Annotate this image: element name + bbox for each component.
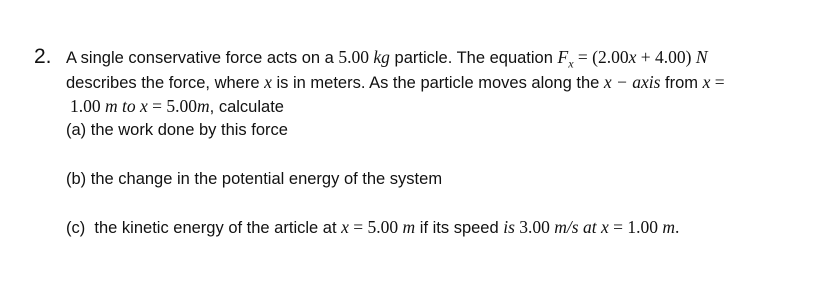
text: from [660, 74, 703, 92]
equation-part: = 5.00 [348, 217, 403, 237]
unit-meter: m [402, 217, 416, 237]
text: is in meters. As the particle moves along the [271, 74, 604, 92]
text: particle. The equation [389, 49, 558, 67]
equation-part: = (2.00 [573, 47, 629, 67]
force-subscript: x [568, 56, 574, 71]
equals-sign: = [710, 72, 725, 92]
part-a: (a) the work done by this force [66, 121, 288, 139]
mass-unit: kg [373, 47, 390, 67]
period: . [675, 217, 680, 237]
text: describes the force, where [66, 74, 265, 92]
variable-x: x [341, 217, 349, 237]
variable-x: x [264, 72, 272, 92]
text: if its speed [415, 219, 504, 237]
part-c [66, 216, 679, 239]
part-b: (b) the change in the potential energy of the system [66, 170, 443, 188]
question-line-2 [66, 71, 725, 94]
end-value: = 5.00 [147, 96, 198, 116]
question-line-3 [70, 95, 284, 118]
x-axis-term: x − axis [603, 72, 661, 92]
start-value: 1.00 [70, 96, 105, 116]
unit-meter: m [662, 217, 676, 237]
variable-x: x [628, 47, 637, 67]
text: (c) the kinetic energy of the article at [66, 219, 342, 237]
variable-x: x [702, 72, 711, 92]
text: A single conservative force acts on a [66, 49, 339, 67]
speed-unit: m/s at x [554, 217, 609, 237]
unit-meter: m [197, 96, 210, 116]
equation-part: = 1.00 [608, 217, 663, 237]
mass-value: 5.00 [338, 47, 374, 67]
is-term: is [503, 217, 515, 237]
force-symbol: F [557, 47, 569, 67]
text: , calculate [209, 98, 284, 116]
speed-value: 3.00 [514, 217, 555, 237]
equation-part: + 4.00) [636, 47, 696, 67]
unit-newton: N [695, 47, 708, 67]
range-term: m to x [105, 96, 148, 116]
question-number: 2. [34, 45, 52, 68]
